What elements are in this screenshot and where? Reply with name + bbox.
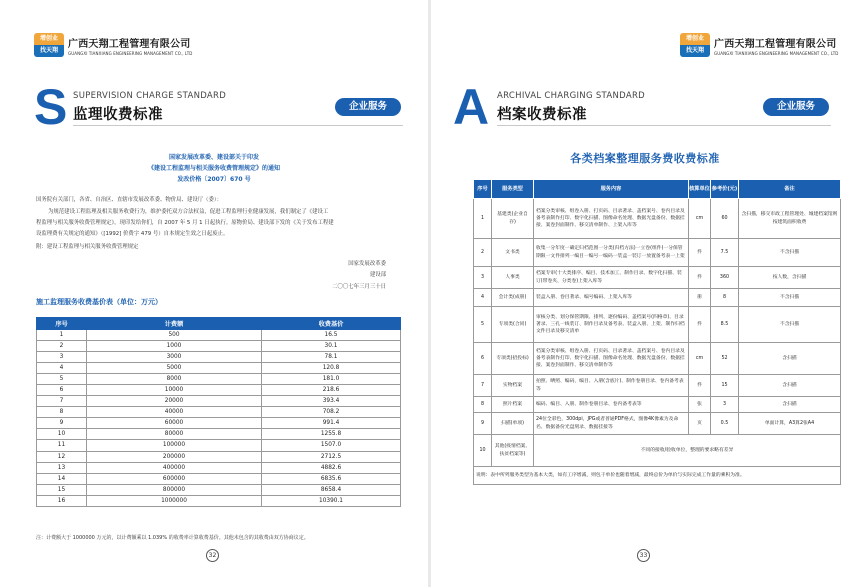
table-row (37, 352, 401, 363)
row-index: 2 (474, 239, 492, 267)
table-row (474, 397, 841, 413)
row-index: 13 (37, 462, 87, 473)
row-remarks: 按人数，含扫描 (739, 267, 841, 289)
company-name-en: GUANGXI TIANXIANG ENGINEERING MANAGEMENT CO., LTD (68, 50, 193, 56)
row-reference-price: 7.5 (711, 239, 739, 267)
table-row (37, 451, 401, 462)
table-row (37, 495, 401, 506)
row-service-type: 其他(疫情档案、扶贫档案等) (492, 435, 534, 467)
section-letter: A (453, 79, 490, 135)
section-letter: S (34, 79, 68, 135)
table-row (37, 385, 401, 396)
row-service-type: 照片档案 (492, 397, 534, 413)
row-fee-price: 181.0 (262, 374, 401, 385)
table-row (37, 330, 401, 341)
row-service-type: 人事类 (492, 267, 534, 289)
row-index: 4 (37, 363, 87, 374)
section-title-en: SUPERVISION CHARGE STANDARD (73, 91, 227, 101)
row-unit: 件 (689, 307, 711, 343)
notice-title-1: 国家发展改革委、建设部关于印发 (168, 154, 259, 161)
left-page (0, 0, 428, 587)
row-service-type: 文书类 (492, 239, 534, 267)
company-header (34, 32, 192, 58)
archive-table-title: 各类档案整理服务费收费标准 (570, 152, 720, 165)
col-header-service-content: 服务内容 (534, 180, 689, 199)
row-reference-price: 15 (711, 375, 739, 397)
row-index: 14 (37, 473, 87, 484)
row-service-content: 拍照、晒照、编码、编目、入册(含底片)、制作卷册目录、卷内备考表等 (534, 375, 689, 397)
row-fee-base: 40000 (87, 407, 262, 418)
row-service-content: 编码、编目、入册、制作卷册目录、卷内备考表等 (534, 397, 689, 413)
row-service-content: 档案分类审核、组卷入册、打页码、目录著录、盖档案号、卷内目录及备考表制作打印、数字化扫描、图像命名处理、数据光盘备份、数据挂接、案卷封面制作、移交清单制作、上架入库等 (534, 199, 689, 239)
row-index: 7 (37, 396, 87, 407)
notice-paragraph-line-1: 为规范建设工程监理及相关服务收费行为，维护委托双方合法权益，促进工程监理行业健康发展，我们制定了《建设工 (48, 209, 329, 215)
table-row (37, 418, 401, 429)
page-number: 32 (206, 549, 219, 562)
table-row (37, 462, 401, 473)
row-service-type: 扫描(单项) (492, 413, 534, 435)
table-row (37, 473, 401, 484)
section-divider (73, 125, 403, 126)
table-row (37, 484, 401, 495)
enterprise-service-badge: 企业服务 (763, 98, 829, 116)
row-fee-base: 600000 (87, 473, 262, 484)
enterprise-service-badge: 企业服务 (335, 98, 401, 116)
fee-table-caption: 施工监理服务收费基价表（单位：万元） (36, 298, 162, 306)
row-fee-base: 800000 (87, 484, 262, 495)
row-remarks: 含扫描 (739, 397, 841, 413)
table-row (474, 289, 841, 307)
row-fee-price: 4882.6 (262, 462, 401, 473)
table-row (474, 375, 841, 397)
fee-table (36, 317, 401, 507)
row-fee-base: 20000 (87, 396, 262, 407)
notice-date: 二〇〇七年三月三十日 (332, 284, 386, 290)
row-index: 7 (474, 375, 492, 397)
row-fee-price: 10390.1 (262, 495, 401, 506)
row-index: 10 (474, 435, 492, 467)
row-index: 8 (37, 407, 87, 418)
row-fee-price: 1255.8 (262, 429, 401, 440)
table-row (37, 429, 401, 440)
row-service-content: 档案专审(十大类排序、编目、技术加工、制作目录、数字化扫描、装订(带卷夹、分类卷)上架入库等 (534, 267, 689, 289)
row-fee-base: 500 (87, 330, 262, 341)
row-index: 9 (37, 418, 87, 429)
row-fee-base: 1000000 (87, 495, 262, 506)
row-index: 16 (37, 495, 87, 506)
row-unit: 件 (689, 267, 711, 289)
row-reference-price: 8.5 (711, 307, 739, 343)
row-unit: cm (689, 199, 711, 239)
col-header-fee-base: 计费额 (87, 318, 262, 330)
col-header-remarks: 备注 (739, 180, 841, 199)
row-unit: 页 (689, 413, 711, 435)
col-header-reference-price: 参考价(元) (711, 180, 739, 199)
row-fee-price: 991.4 (262, 418, 401, 429)
row-remarks: 含扫描 (739, 343, 841, 375)
row-unit: cm (689, 343, 711, 375)
row-index: 6 (37, 385, 87, 396)
row-index: 10 (37, 429, 87, 440)
row-index: 5 (474, 307, 492, 343)
row-fee-base: 10000 (87, 385, 262, 396)
row-service-type: 专项类(合同) (492, 307, 534, 343)
row-fee-price: 1507.0 (262, 440, 401, 451)
row-fee-base: 8000 (87, 374, 262, 385)
row-service-content: 不同的接收/验收单位，整理的要求略有差异 (534, 435, 841, 467)
row-service-type: 实物档案 (492, 375, 534, 397)
row-service-content: 审核分类、划分保管期限、排列、逐份编码、盖档案号(四格章)、目录著录、三孔一线装订、制作目录及备考表、装盒入册、上架、制作归档文件目录及移交清单 (534, 307, 689, 343)
row-reference-price: 3 (711, 397, 739, 413)
section-title-en: ARCHIVAL CHARGING STANDARD (497, 91, 646, 101)
notice-title-2: 《建设工程监理与相关服务收费管理规定》的通知 (147, 165, 280, 172)
row-service-content: 档案分类审核、组卷入册、打页码、目录著录、盖档案号、卷内目录及备考表制作打印、数字化扫描、图像命名处理、数据光盘备份、数据挂接、案卷封面制作、移交清单制作等 (534, 343, 689, 375)
row-index: 11 (37, 440, 87, 451)
logo-bottom-text: 找天翔 (39, 47, 58, 54)
fee-table-footnote: 注：计费额大于 1000000 万元的，以计费额乘以 1.039% 的收费率计算收费基价。其他未包含的其收费由双方协商议定。 (36, 535, 309, 541)
row-unit: 张 (689, 397, 711, 413)
row-remarks: 单面计算，A3算2张A4 (739, 413, 841, 435)
row-fee-price: 30.1 (262, 341, 401, 352)
row-fee-price: 16.5 (262, 330, 401, 341)
company-logo (34, 33, 64, 57)
row-reference-price: 8 (711, 289, 739, 307)
row-reference-price: 360 (711, 267, 739, 289)
row-fee-base: 60000 (87, 418, 262, 429)
archive-fee-table (473, 179, 841, 485)
row-fee-base: 200000 (87, 451, 262, 462)
row-index: 4 (474, 289, 492, 307)
table-row (37, 363, 401, 374)
archive-table-note: 说明：表中所列服务类型为基本大类，如有工序增减，则包干单价也随着增减，最终总价为单价与实际完成工作量的乘积为准。 (474, 467, 841, 485)
logo-top-text: 增创业 (685, 35, 704, 42)
table-row (37, 374, 401, 385)
row-index: 3 (37, 352, 87, 363)
row-index: 12 (37, 451, 87, 462)
row-index: 1 (37, 330, 87, 341)
notice-recipients: 国务院有关部门，各省、自治区、直辖市发展改革委、物价局、建设厅（委）： (36, 197, 222, 203)
table-row (474, 413, 841, 435)
row-reference-price: 0.5 (711, 413, 739, 435)
row-index: 3 (474, 267, 492, 289)
notice-paragraph-line-2: 程监理与相关服务收费管理规定》，现印发给你们，自 2007 年 5 月 1 日起执行。原物价局、建设部下发的《关于发布工程建 (36, 220, 334, 226)
row-fee-base: 100000 (87, 440, 262, 451)
row-remarks: 不含扫描 (739, 289, 841, 307)
signature-ndrc: 国家发展改革委 (348, 261, 386, 267)
page-number: 33 (637, 549, 650, 562)
table-row (474, 239, 841, 267)
logo-bottom-text: 找天翔 (685, 47, 704, 54)
row-reference-price: 60 (711, 199, 739, 239)
company-name-en: GUANGXI TIANXIANG ENGINEERING MANAGEMENT CO., LTD (714, 50, 839, 56)
row-fee-price: 2712.5 (262, 451, 401, 462)
row-fee-base: 80000 (87, 429, 262, 440)
row-remarks: 含扫描，移交市政工程管理处、城建档案馆则按建筑面积收费 (739, 199, 841, 239)
table-row (37, 341, 401, 352)
company-name: 广西天翔工程管理有限公司 (714, 38, 837, 50)
row-index: 6 (474, 343, 492, 375)
row-service-type: 会计类(成册) (492, 289, 534, 307)
row-remarks: 不含扫描 (739, 307, 841, 343)
notice-paragraph-line-3: 设监理费有关规定的通知》（[1992] 价费字 479 号）自本规定生效之日起废止。 (36, 231, 229, 237)
col-header-index: 序号 (37, 318, 87, 330)
row-fee-price: 8658.4 (262, 484, 401, 495)
row-index: 5 (37, 374, 87, 385)
col-header-index: 序号 (474, 180, 492, 199)
row-index: 15 (37, 484, 87, 495)
row-reference-price: 52 (711, 343, 739, 375)
company-logo (680, 33, 710, 57)
row-fee-base: 400000 (87, 462, 262, 473)
row-fee-price: 708.2 (262, 407, 401, 418)
table-row (474, 343, 841, 375)
row-unit: 册 (689, 289, 711, 307)
section-divider (497, 125, 831, 126)
notice-attachment: 附：建设工程监理与相关服务收费管理规定 (36, 244, 139, 250)
row-fee-base: 5000 (87, 363, 262, 374)
table-row (474, 307, 841, 343)
row-unit: 件 (689, 239, 711, 267)
notice-title-3: 发改价格〔2007〕670 号 (177, 176, 251, 183)
row-service-type: 基建类(企业自存) (492, 199, 534, 239)
section-title: 监理收费标准 (73, 107, 163, 123)
row-index: 9 (474, 413, 492, 435)
row-fee-price: 218.6 (262, 385, 401, 396)
table-note-row (474, 467, 841, 485)
row-service-content: 24位全彩色，300dpi，JPG或者普通PDF格式，图像4K像素为及命名、数据备份光盘刻录、数据挂接等 (534, 413, 689, 435)
row-index: 1 (474, 199, 492, 239)
table-row (474, 435, 841, 467)
row-fee-base: 3000 (87, 352, 262, 363)
col-header-service-type: 服务类型 (492, 180, 534, 199)
row-service-content: 装盒入册、卷目著录、编号编码、上架入库等 (534, 289, 689, 307)
row-remarks: 不含扫描 (739, 239, 841, 267)
company-header (680, 32, 838, 58)
table-row (474, 199, 841, 239)
logo-top-text: 增创业 (39, 35, 58, 42)
table-row (37, 407, 401, 418)
row-fee-price: 393.4 (262, 396, 401, 407)
col-header-unit: 核算单位 (689, 180, 711, 199)
signature-ministry: 建设部 (369, 272, 386, 278)
company-name: 广西天翔工程管理有限公司 (68, 38, 191, 50)
col-header-fee-price: 收费基价 (262, 318, 401, 330)
row-unit: 件 (689, 375, 711, 397)
table-row (474, 267, 841, 289)
row-index: 2 (37, 341, 87, 352)
row-fee-price: 120.8 (262, 363, 401, 374)
row-fee-price: 78.1 (262, 352, 401, 363)
right-page (431, 0, 859, 587)
section-title: 档案收费标准 (497, 107, 587, 123)
row-index: 8 (474, 397, 492, 413)
table-row (37, 396, 401, 407)
table-row (37, 440, 401, 451)
row-service-type: 专项类(招投标) (492, 343, 534, 375)
row-remarks: 含扫描 (739, 375, 841, 397)
row-fee-price: 6835.6 (262, 473, 401, 484)
row-fee-base: 1000 (87, 341, 262, 352)
row-service-content: 收集一分年度一确定归档范围一分类(归档方法)一立卷(组件)一分保管期限一文件排列一编目一编号一编码一装盒一装订一放置备考表一上架 (534, 239, 689, 267)
